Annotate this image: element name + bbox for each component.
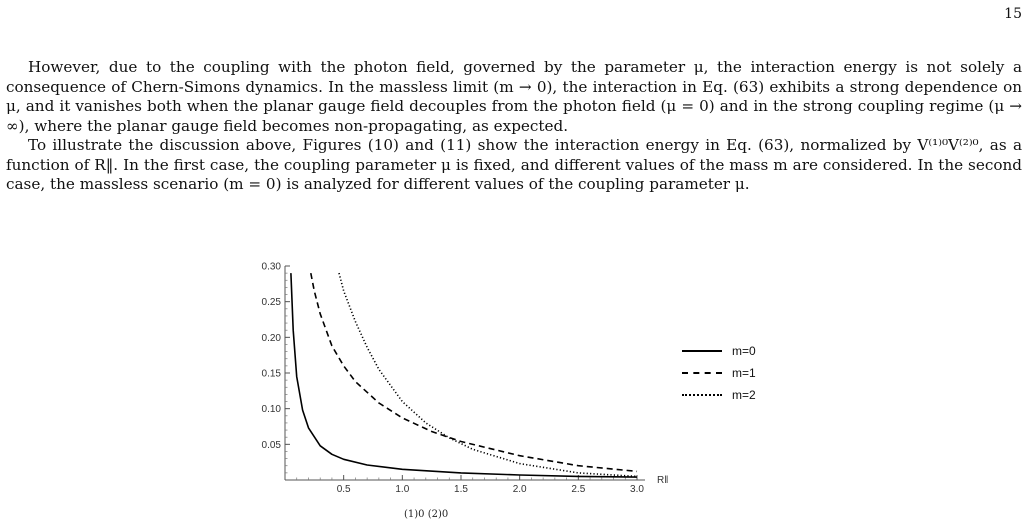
body-text <box>6 58 1022 195</box>
legend-swatch-dotted <box>682 394 722 396</box>
y-tick-label: 0.25 <box>261 297 281 309</box>
y-tick-label: 0.15 <box>261 368 281 380</box>
legend-item <box>682 362 756 384</box>
figure-caption-fragment: (1)0 (2)0 <box>404 509 449 520</box>
x-tick-label: 0.5 <box>336 484 351 495</box>
page-number: 15 <box>1004 6 1022 22</box>
legend-item <box>682 384 756 406</box>
x-tick-label: 2.5 <box>571 484 586 495</box>
paragraph: To illustrate the discussion above, Figures (10) and (11) show the interaction energy in Eq. (63), normalized by V⁽¹⁾⁰V⁽²⁾⁰, as a function of R‖. In the first case, the coupling parameter μ is fixed, and different values of the mass m are considered. In the second case, the massless scenario (m = 0) is analyzed for different values of the coupling parameter μ. <box>6 136 1022 193</box>
y-tick-label: 0.10 <box>261 404 281 416</box>
series-line-dashed <box>311 273 637 471</box>
y-tick-label: 0.05 <box>261 439 281 451</box>
legend-item <box>682 340 756 362</box>
x-tick-label: 1.5 <box>454 484 468 495</box>
y-tick-label: 0.20 <box>261 332 281 344</box>
legend-label: m=1 <box>732 366 756 380</box>
legend-swatch-dashed <box>682 372 722 374</box>
series-line-dotted <box>339 273 637 476</box>
legend-label: m=2 <box>732 388 756 402</box>
paragraph: However, due to the coupling with the photon field, governed by the parameter μ, the interaction energy is not solely a consequence of Chern-Simons dynamics. In the massless limit (m → 0), the interaction in Eq. (63) exhibits a strong dependence on μ, and it vanishes both when the planar gauge field decouples from the photon field (μ = 0) and in the strong coupling regime (μ → ∞), where the planar gauge field becomes non-propagating, as expected. <box>6 58 1022 135</box>
series-line-solid <box>291 273 637 477</box>
x-tick-label: 1.0 <box>395 484 410 495</box>
legend-label: m=0 <box>732 344 756 358</box>
x-axis-label: R‖ <box>657 475 669 486</box>
chart-legend <box>682 340 756 406</box>
x-tick-label: 3.0 <box>630 484 644 495</box>
interaction-energy-chart <box>225 255 695 503</box>
x-tick-label: 2.0 <box>512 484 527 495</box>
y-tick-label: 0.30 <box>261 261 281 273</box>
legend-swatch-solid <box>682 350 722 352</box>
